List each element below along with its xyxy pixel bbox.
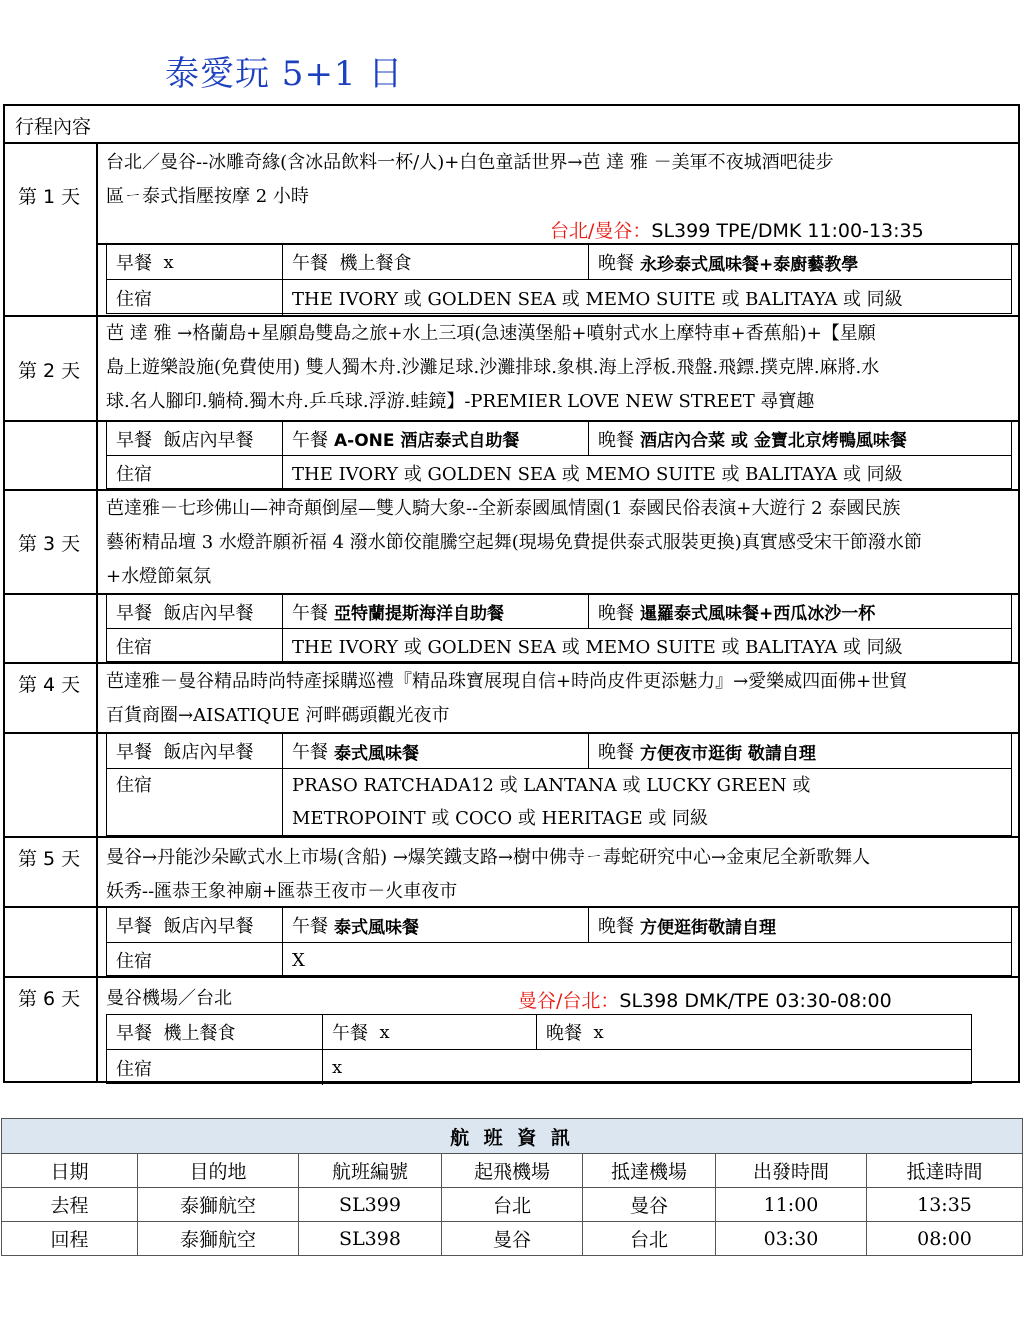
day-5-description: 曼谷→丹能沙朵歐式水上市場(含船) →爆笑鐵支路→樹中佛寺ㄧ毒蛇研究中心→金東尼全新歌舞人 妖秀--匯恭王象神廟+匯恭王夜市－火車夜市 bbox=[106, 847, 871, 902]
flight-info-caption: 航 班 資 訊 bbox=[2, 1119, 1023, 1154]
col-departure-time: 出發時間 bbox=[716, 1154, 867, 1188]
divider bbox=[5, 142, 1018, 144]
hotel-row bbox=[107, 280, 1011, 315]
day-4-description: 芭達雅－曼谷精品時尚特產採購巡禮『精品珠寶展現自信+時尚皮件更添魅力』→愛樂威四面佛+世貿 百貨商圈→AISATIQUE 河畔碼頭觀光夜市 bbox=[106, 671, 908, 726]
day-4-label: 第 4 天 bbox=[18, 674, 81, 696]
day-5-label: 第 5 天 bbox=[18, 848, 81, 870]
hotel-label: 住宿 bbox=[107, 280, 283, 315]
day-5-details: 早餐 飯店內早餐 午餐 泰式風味餐 晚餐 方便逛街敬請自理 住宿 X bbox=[106, 907, 1012, 976]
day-1-description: 台北／曼谷--冰雕奇緣(含冰品飲料一杯/人)+白色童話世界→芭 達 雅 －美軍不夜城酒吧徒步 區ㄧ泰式指壓按摩 2 小時 bbox=[106, 152, 834, 207]
day-6-description: 曼谷機場／台北 bbox=[106, 988, 232, 1009]
col-date: 日期 bbox=[2, 1154, 138, 1188]
day-1-label: 第 1 天 bbox=[18, 186, 81, 208]
day-1-flight: 台北/曼谷：SL399 TPE/DMK 11:00-13:35 bbox=[550, 220, 924, 242]
meals-row bbox=[107, 245, 1011, 280]
lunch-cell: 午餐 機上餐食 bbox=[283, 245, 589, 279]
table-row: 回程 泰獅航空 SL398 曼谷 台北 03:30 08:00 bbox=[2, 1222, 1023, 1256]
col-destination: 目的地 bbox=[138, 1154, 299, 1188]
breakfast-cell: 早餐 x bbox=[107, 245, 283, 279]
col-arrival-time: 抵達時間 bbox=[867, 1154, 1023, 1188]
itinerary-header: 行程內容 bbox=[15, 116, 92, 138]
day-6-details: 早餐 機上餐食 午餐 x 晚餐 x 住宿 x bbox=[106, 1014, 972, 1084]
col-arrival-airport: 抵達機場 bbox=[583, 1154, 716, 1188]
flight-header-row bbox=[2, 1154, 1023, 1188]
day-6-flight: 曼谷/台北：SL398 DMK/TPE 03:30-08:00 bbox=[518, 990, 892, 1012]
flight-info-table bbox=[1, 1118, 1023, 1256]
day-3-label: 第 3 天 bbox=[18, 533, 81, 555]
day-2-description: 芭 達 雅 →格蘭島+星願島雙島之旅+水上三項(急速漢堡船+噴射式水上摩特車+香蕉船)+【星願 島上遊樂設施(免費使用) 雙人獨木舟.沙灘足球.沙灘排球.象棋.海上浮板.飛盤.飛鏢.撲克牌.麻將.水 球.名人腳印.躺椅.獨木舟.乒乓球.浮游.蛙鏡】-PREMIER LOVE NEW STREET 尋寶趣 bbox=[106, 323, 880, 412]
day-3-details: 早餐 飯店內早餐 午餐 亞特蘭提斯海洋自助餐 晚餐 暹羅泰式風味餐+西瓜冰沙一杯 住宿 THE IVORY 或 GOLDEN SEA 或 MEMO SUITE 或 BALITAYA 或 同級 bbox=[106, 594, 1012, 662]
table-row: 去程 泰獅航空 SL399 台北 曼谷 11:00 13:35 bbox=[2, 1188, 1023, 1222]
hotel-value: THE IVORY 或 GOLDEN SEA 或 MEMO SUITE 或 BALITAYA 或 同級 bbox=[292, 288, 903, 310]
itinerary-table bbox=[3, 104, 1020, 1083]
dinner-cell: 晚餐 永珍泰式風味餐+泰廚藝教學 bbox=[598, 253, 859, 275]
col-flight-no: 航班編號 bbox=[299, 1154, 442, 1188]
day-2-label: 第 2 天 bbox=[18, 360, 81, 382]
day-1-details bbox=[106, 244, 1012, 314]
col-departure-airport: 起飛機場 bbox=[442, 1154, 583, 1188]
day-4-details: 早餐 飯店內早餐 午餐 泰式風味餐 晚餐 方便夜市逛街 敬請自理 住宿 PRASO RATCHADA12 或 LANTANA 或 LUCKY GREEN 或 METROPOINT 或 COCO 或 HERITAGE 或 同級 bbox=[106, 733, 1012, 836]
day-column-divider bbox=[96, 142, 98, 1081]
day-6-label: 第 6 天 bbox=[18, 988, 81, 1010]
day-2-details: 早餐 飯店內早餐 午餐 A-ONE 酒店泰式自助餐 晚餐 酒店內合菜 或 金寶北京烤鴨風味餐 住宿 THE IVORY 或 GOLDEN SEA 或 MEMO SUITE 或 BALITAYA 或 同級 bbox=[106, 421, 1012, 489]
page-title: 泰愛玩 5+1 日 bbox=[165, 54, 404, 94]
day-3-description: 芭達雅－七珍佛山—神奇顛倒屋—雙人騎大象--全新泰國風情園(1 泰國民俗表演+大遊行 2 泰國民族 藝術精品壇 3 水燈許願祈福 4 潑水節佼龍騰空起舞(現場免費提供泰式服裝更換)真實感受宋干節潑水節 +水燈節氣氛 bbox=[106, 498, 922, 587]
